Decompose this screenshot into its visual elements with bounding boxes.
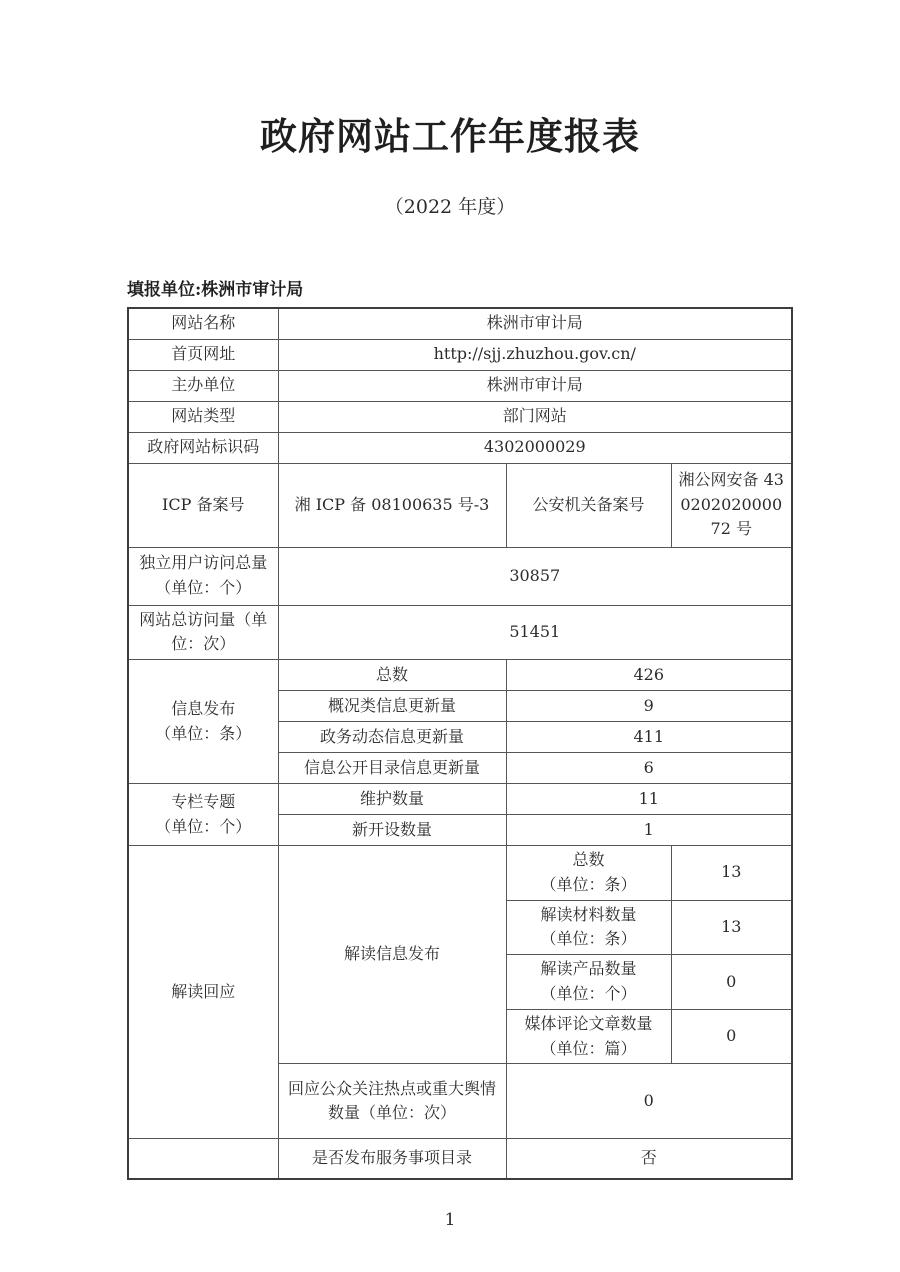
police-record-value: 湘公网安备 43020202000072 号	[671, 463, 792, 547]
section-info-publish	[128, 660, 278, 784]
site-name-value: 株洲市审计局	[278, 308, 792, 339]
unique-visitors-value: 30857	[278, 547, 792, 605]
interp-products-value: 0	[671, 955, 792, 1010]
special-columns-label: 专栏专题	[171, 791, 236, 811]
hotspot-label: 回应公众关注热点或重大舆情数量（单位：次）	[278, 1064, 506, 1139]
document-subtitle: （2022 年度）	[384, 196, 516, 218]
row-total-visits	[128, 605, 792, 660]
info-directory-value: 6	[506, 753, 792, 784]
site-code-value: 4302000029	[278, 432, 792, 463]
columns-maintained-value: 11	[506, 784, 792, 815]
row-home-url	[128, 339, 792, 370]
info-dynamics-label: 政务动态信息更新量	[278, 722, 506, 753]
info-dynamics-value: 411	[506, 722, 792, 753]
section-special-columns	[128, 784, 278, 846]
hotspot-value: 0	[506, 1064, 792, 1139]
service-catalog-label: 是否发布服务事项目录	[278, 1139, 506, 1179]
info-publish-label: 信息发布	[171, 698, 236, 718]
info-overview-value: 9	[506, 691, 792, 722]
columns-maintained-label: 维护数量	[278, 784, 506, 815]
info-overview-label: 概况类信息更新量	[278, 691, 506, 722]
total-visits-value: 51451	[278, 605, 792, 660]
interp-media-value: 0	[671, 1009, 792, 1064]
row-icp	[128, 463, 792, 547]
row-organizer	[128, 370, 792, 401]
info-total-label: 总数	[278, 660, 506, 691]
row-unique-visitors	[128, 547, 792, 605]
site-type-value: 部门网站	[278, 401, 792, 432]
interp-total-label: 总数 （单位：条）	[506, 846, 671, 901]
total-visits-label: 网站总访问量（单位：次）	[128, 605, 278, 660]
site-code-label: 政府网站标识码	[128, 432, 278, 463]
info-publish-unit: （单位：条）	[155, 723, 252, 743]
interp-media-label: 媒体评论文章数量 （单位：篇）	[506, 1009, 671, 1064]
unique-visitors-label: 独立用户访问总量（单位：个）	[128, 547, 278, 605]
home-url-label: 首页网址	[128, 339, 278, 370]
filing-unit: 填报单位:株洲市审计局	[127, 280, 304, 300]
interp-materials-label: 解读材料数量 （单位：条）	[506, 900, 671, 955]
police-record-label: 公安机关备案号	[506, 463, 671, 547]
row-service-catalog	[128, 1139, 792, 1179]
row-site-name	[128, 308, 792, 339]
interp-total-value: 13	[671, 846, 792, 901]
section-interpretation: 解读回应	[128, 846, 278, 1139]
page-number: 1	[444, 1209, 456, 1230]
columns-new-value: 1	[506, 815, 792, 846]
site-type-label: 网站类型	[128, 401, 278, 432]
interp-products-label: 解读产品数量 （单位：个）	[506, 955, 671, 1010]
columns-new-label: 新开设数量	[278, 815, 506, 846]
row-interp-total	[128, 846, 792, 901]
row-site-type	[128, 401, 792, 432]
organizer-label: 主办单位	[128, 370, 278, 401]
document-title: 政府网站工作年度报表	[260, 115, 640, 158]
icp-value: 湘 ICP 备 08100635 号-3	[278, 463, 506, 547]
icp-label: ICP 备案号	[128, 463, 278, 547]
row-site-code	[128, 432, 792, 463]
report-table	[127, 307, 793, 1180]
organizer-value: 株洲市审计局	[278, 370, 792, 401]
home-url-value: http://sjj.zhuzhou.gov.cn/	[278, 339, 792, 370]
row-columns-maintained	[128, 784, 792, 815]
service-catalog-section-cell	[128, 1139, 278, 1179]
interp-publish-label: 解读信息发布	[278, 846, 506, 1064]
info-directory-label: 信息公开目录信息更新量	[278, 753, 506, 784]
service-catalog-value: 否	[506, 1139, 792, 1179]
row-info-total	[128, 660, 792, 691]
special-columns-unit: （单位：个）	[155, 816, 252, 836]
site-name-label: 网站名称	[128, 308, 278, 339]
interp-materials-value: 13	[671, 900, 792, 955]
info-total-value: 426	[506, 660, 792, 691]
